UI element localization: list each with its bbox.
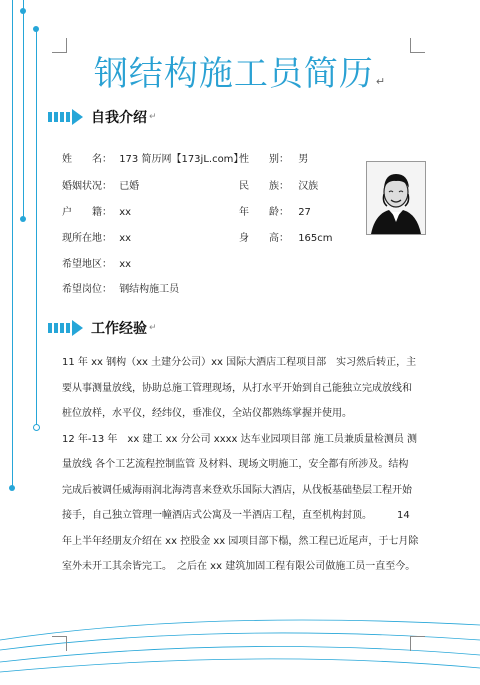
corner-mark [52, 636, 67, 651]
location-label: 现所在地： [62, 233, 112, 244]
section-title: 自我介绍 [91, 110, 147, 126]
profile-ethnic [239, 177, 318, 192]
work-line: 11 年 xx 钢构（xx 土建分公司）xx 国际大酒店工程项目部 实习然后转正，主 [62, 357, 417, 368]
name-label: 姓 名： [62, 154, 112, 165]
profile-position [62, 280, 179, 295]
corner-mark [410, 636, 425, 651]
marital-label: 婚姻状况： [62, 181, 112, 192]
work-line: 接手，自己独立管理一幢酒店式公寓及一半酒店工程，直至机构封顶。 14 [62, 510, 410, 521]
position-value: 钢结构施工员 [119, 284, 180, 295]
region-value: xx [119, 259, 132, 270]
section-work-header: 工作经验 ↵ [48, 318, 157, 338]
decor-dot [33, 26, 39, 32]
hukou-label: 户 籍： [62, 207, 112, 218]
profile-location [62, 229, 131, 244]
profile-hukou [62, 203, 131, 218]
height-value: 165cm [298, 233, 333, 244]
marital-value: 已婚 [119, 181, 140, 192]
decor-dot [20, 216, 26, 222]
decor-dot [20, 8, 26, 14]
decor-dot [9, 485, 15, 491]
work-line: 年上半年经朋友介绍在 xx 控股金 xx 园项目部下榻，然工程已近尾声，于七月除 [62, 535, 419, 547]
gender-label: 性 别： [239, 154, 289, 165]
arrow-right-icon [48, 320, 83, 336]
work-line: 桩位放样，水平仪，经纬仪，垂准仪，全站仪都熟练掌握并使用。 [62, 408, 352, 419]
age-label: 年 龄： [239, 207, 289, 218]
work-line: 量放线 各个工艺流程控制监管 及材料、现场文明施工，安全都有所涉及。结构 [62, 459, 409, 470]
location-value: xx [119, 233, 132, 244]
work-line: 12 年-13 年 xx 建工 xx 分公司 xxxx 达车业园项目部 施工员兼质量检测员 测 [62, 433, 418, 445]
ethnic-label: 民 族： [239, 181, 289, 192]
profile-marital [62, 177, 139, 192]
profile-gender [239, 150, 308, 165]
work-line: 要从事测量放线，协助总施工管理现场，从打水平开始到自己能独立完成放线和 [62, 382, 412, 394]
profile-height [239, 229, 333, 244]
ethnic-value: 汉族 [298, 181, 319, 192]
height-label: 身 高： [239, 233, 289, 244]
hukou-value: xx [119, 207, 132, 218]
position-label: 希望岗位： [62, 284, 112, 295]
profile-region [62, 255, 131, 270]
age-value: 27 [298, 207, 311, 218]
name-value: 173 简历网【173jL.com】 [119, 154, 244, 165]
person-photo-icon [367, 162, 425, 234]
decor-line [23, 0, 24, 220]
profile-age [239, 203, 311, 218]
decor-dot [33, 424, 40, 431]
work-line: 室外未开工其余皆完工。 之后在 xx 建筑加固工程有限公司做施工员一直至今。 [62, 561, 416, 572]
section-intro-header: 自我介绍 ↵ [48, 107, 157, 127]
profile-photo [366, 161, 426, 235]
work-line: 完成后被调任威海雨润北海湾喜来登欢乐国际大酒店，从伐板基础垫层工程开始 [62, 484, 412, 496]
work-experience-text [62, 350, 422, 580]
page-title: 钢结构施工员简历 ↵ [93, 54, 387, 94]
profile-name-row [62, 150, 243, 165]
region-label: 希望地区： [62, 259, 112, 270]
arrow-right-icon [48, 109, 83, 125]
gender-value: 男 [298, 154, 309, 165]
section-title: 工作经验 [91, 321, 147, 337]
